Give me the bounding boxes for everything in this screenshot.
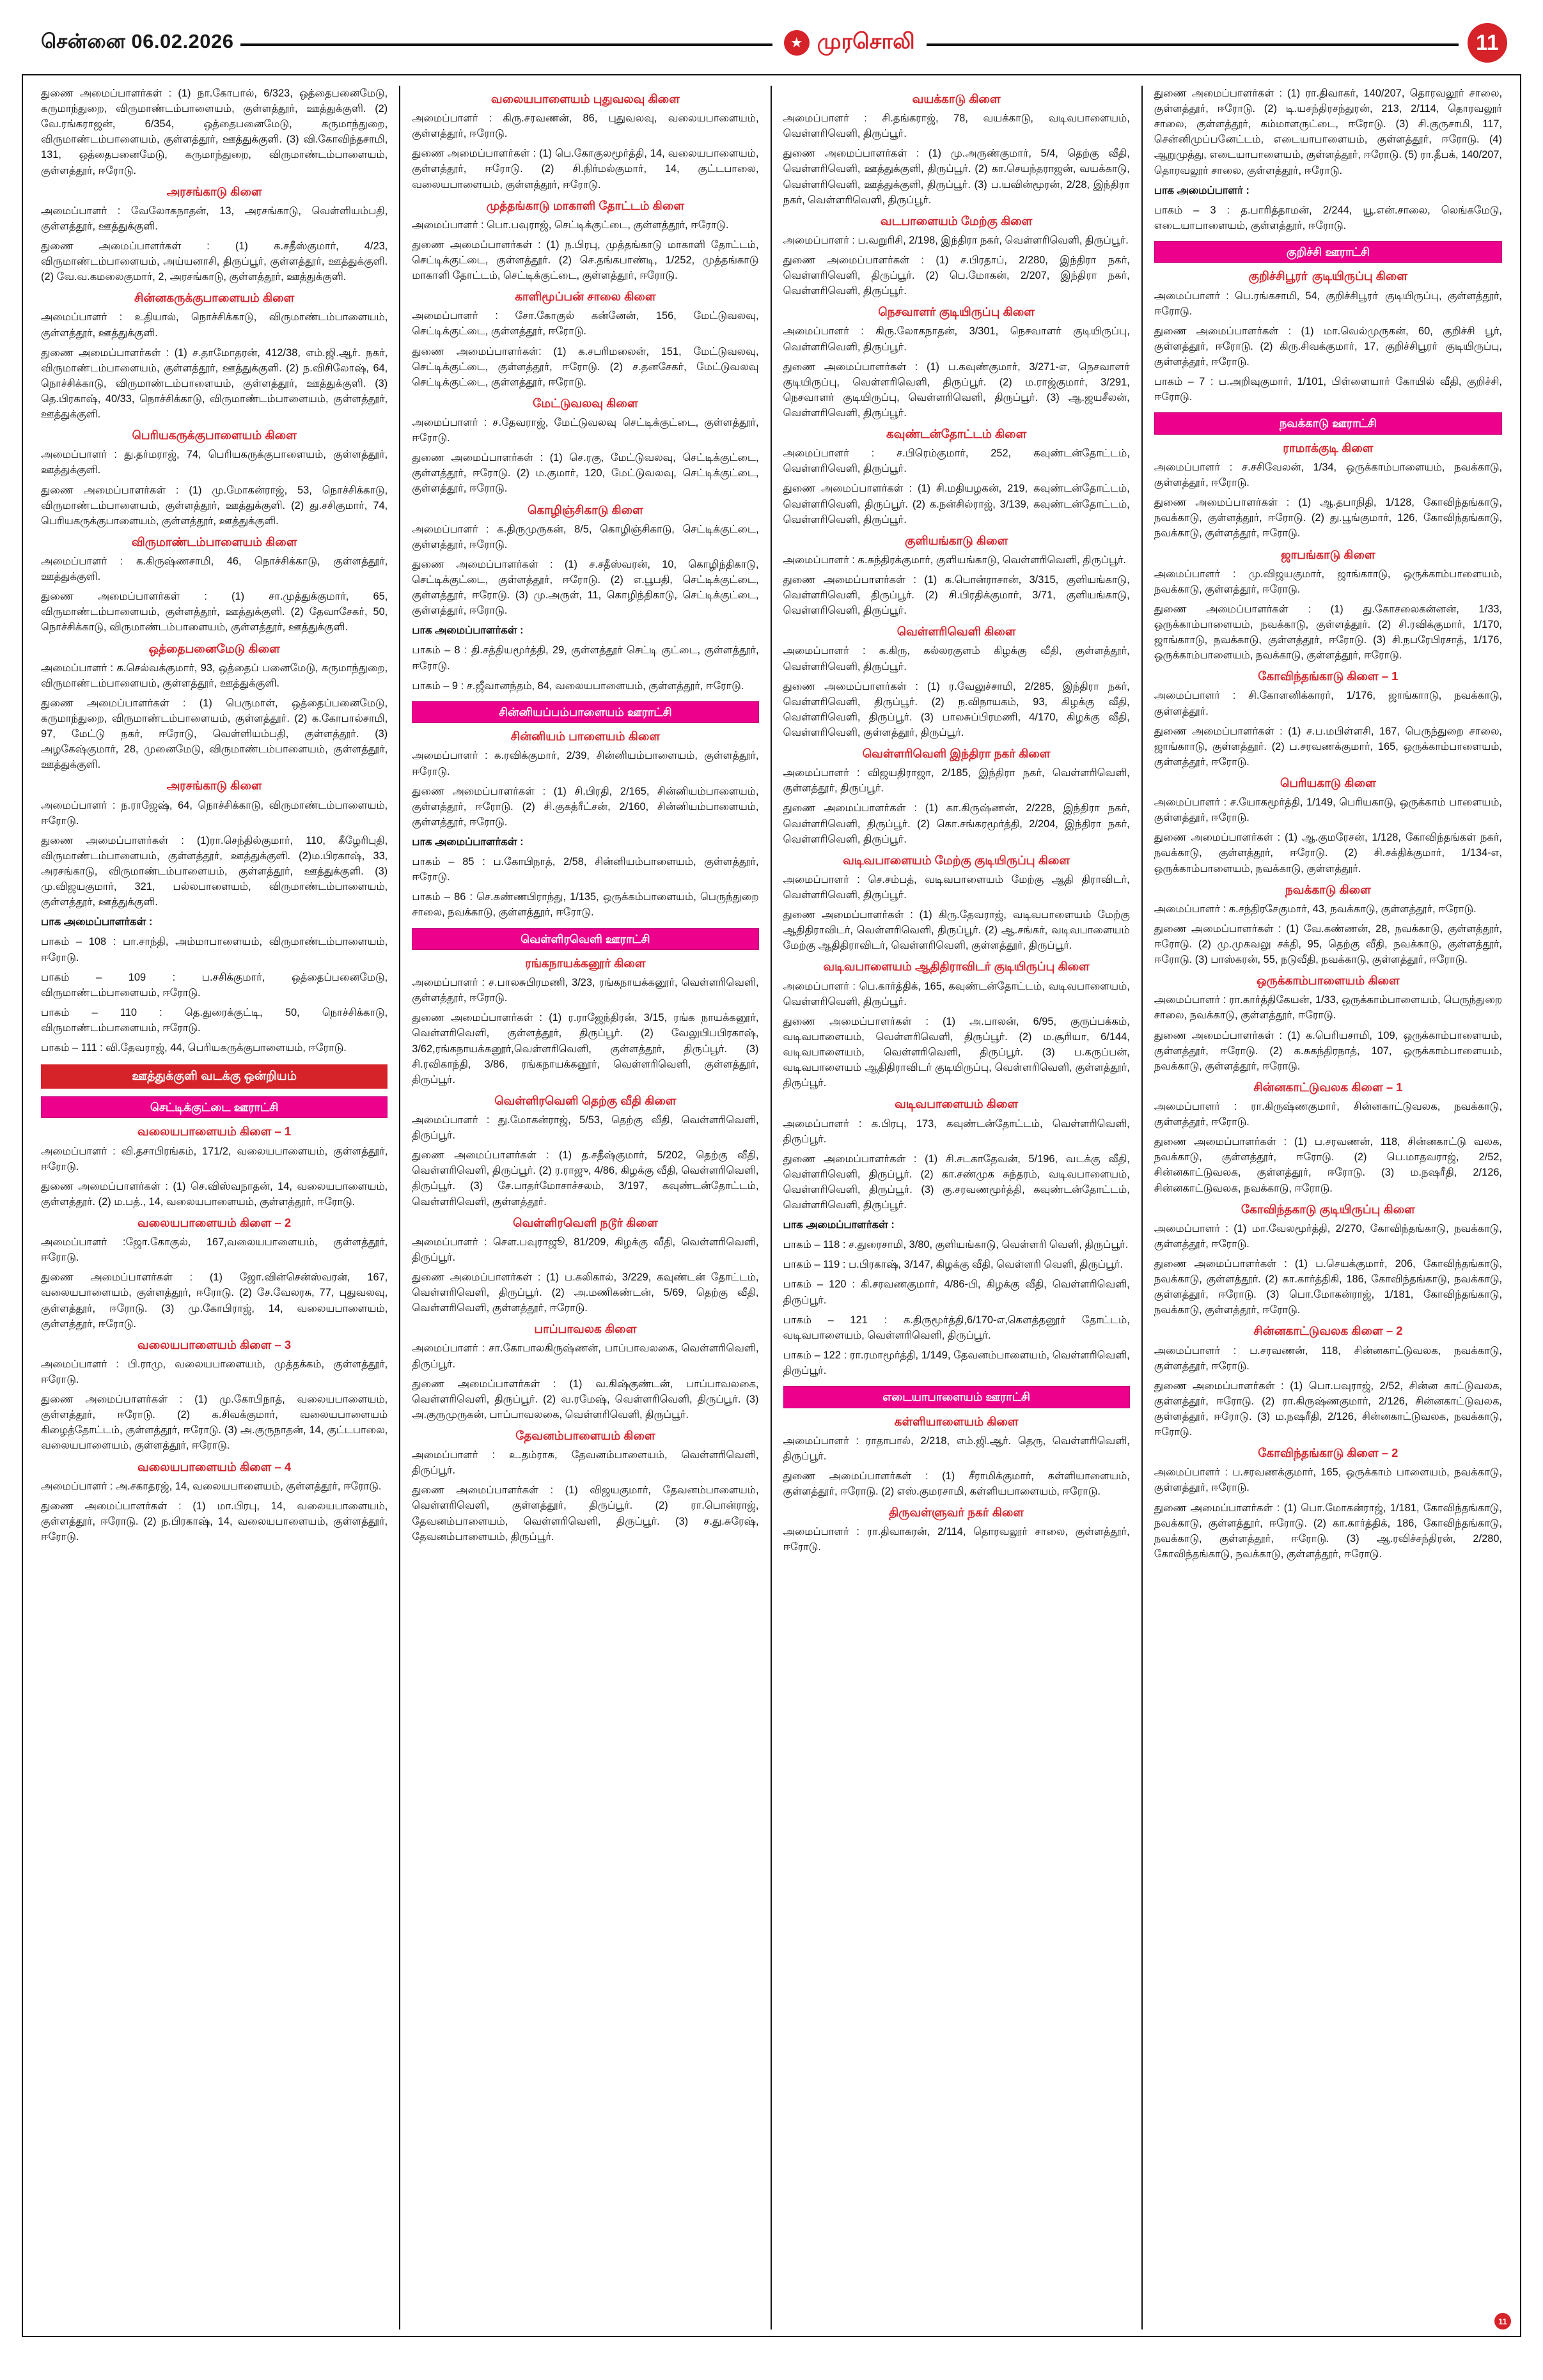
body-paragraph: அமைப்பாளர் : க.சுந்திரக்குமார், குளியங்காடு, வெள்ளரிவெளி, திருப்பூர். <box>783 554 1126 566</box>
body-paragraph: துணை அமைப்பாளர்கள் : (1) ச.பிரதாப், 2/280, இந்திரா நகர், வெள்ளரிவெளி, திருப்பூர். (2) பெ.மோகன், 2/207, இந்திரா நகர், வெள்ளரிவெளி, திருப்பூர். <box>783 254 1130 297</box>
body-paragraph: பாகம் – 119 : ப.பிரகாஷ், 3/147, கிழக்கு வீதி, வெள்ளரி வெளி, திருப்பூர். <box>783 1259 1123 1271</box>
body-paragraph: பாக அமைப்பாளர்கள் : <box>412 836 524 848</box>
body-paragraph: துணை அமைப்பாளர்கள் : (1) நா.கோபால், 6/323, ஒத்தைபனைமேடு, கருமாந்துறை, விருமாண்டம்பாளையம், குள்ளத்தூர், ஊத்துக்குளி. (2) வே.ரங்கராஜன், 6/354, ஒத்தைபனைமேடு, கருமாந்துறை, விருமாண்டம்பாளையம், குள்ளத்தூர், ஊத்துக்குளி. (3) வி.கோவிந்தசாமி, 131, ஒத்தைபனைமேடு, கருமாந்துறை, விருமாண்டம்பாளையம், குள்ளத்தூர், ஈரோடு. <box>41 88 388 176</box>
body-paragraph: துணை அமைப்பாளர்கள்: (1) க.சபரிமலைன், 151, மேட்டுவலவு, செட்டிக்குட்டை, குள்ளத்தூர், ஈரோடு. (2) ச.தனசேகர், மேட்டுவலவு செட்டிக்குட்டை, குள்ளத்தூர், ஈரோடு. <box>412 345 759 388</box>
body-paragraph: அமைப்பாளர் : பெ.கார்த்திக், 165, கவுண்டன்தோட்டம், வடிவபாளையம், வெள்ளரிவெளி, திருப்பூர். <box>783 980 1130 1007</box>
body-paragraph: அமைப்பாளர் : ச.பாலசுபிரமணி, 3/23, ரங்கநாயக்கனூர், வெள்ளரிவெளி, குள்ளத்தூர், ஈரோடு. <box>412 977 759 1004</box>
branch-heading: நவக்காடு கிளை <box>1285 882 1371 896</box>
branch-heading: வலையபாளையம் புதுவலவு கிளை <box>490 92 680 105</box>
body-paragraph: பாகம் – 120 : கி.சரவணகுமார், 4/86-பி, கிழக்கு வீதி, வெள்ளரிவெளி, திருப்பூர். <box>783 1279 1130 1306</box>
text-column-3 <box>772 86 1143 2329</box>
page-number-badge: 11 <box>1468 23 1507 63</box>
branch-heading: வலையபாளையம் கிளை – 3 <box>137 1337 292 1351</box>
body-paragraph: அமைப்பாளர் : ப.சரவணக்குமார், 165, ஒருக்காம் பாளையம், நவக்காடு, குள்ளத்தூர், ஈரோடு. <box>1154 1466 1502 1494</box>
body-paragraph: அமைப்பாளர் : க.கிரு, கல்லரகுளம் கிழக்கு வீதி, குள்ளத்தூர், வெள்ளரிவெளி, திருப்பூர். <box>783 645 1130 673</box>
body-paragraph: அமைப்பாளர் : விஜயதிராஜா, 2/185, இந்திரா நகர், வெள்ளரிவெளி, குள்ளத்தூர், திருப்பூர். <box>783 767 1130 795</box>
branch-heading: வெள்ளரிவெளி கிளை <box>897 625 1016 639</box>
body-paragraph: பாகம் – 85 : ப.கோபிநாத், 2/58, சின்னியம்பாளையம், குள்ளத்தூர், ஈரோடு. <box>412 856 759 883</box>
body-paragraph: பாகம் – 108 : பா.சாந்தி, அம்மாபாளையம், விருமாண்டம்பாளையம், ஈரோடு. <box>41 936 388 963</box>
body-paragraph: துணை அமைப்பாளர்கள் : (1) து.கோசலைகன்னன், 1/33, ஒருக்காம்பாளையம், நவக்காடு, குள்ளத்தூர். (2) சி.ரவிக்குமார், 1/170, ஜாங்காாடு, நவக்காடு, குள்ளத்தூர், ஈரோடு. (3) சி.நபரேபிரசாத், 1/176, ஒருக்காம்பாளையம், நவக்காடு, குள்ளத்தூர், ஈரோடு. <box>1154 603 1502 662</box>
body-paragraph: அமைப்பாளர் : மு.விஜயகுமார், ஜாங்காாடு, ஒருக்காம்பாளையம், நவக்காடு, குள்ளத்தூர், ஈரோடு. <box>1154 568 1502 595</box>
ward-heading: வெள்ளிரவெளி ஊராட்சி <box>412 928 758 951</box>
body-paragraph: அமைப்பாளர் : து.மோகன்ராஜ், 5/53, தெற்கு வீதி, வெள்ளரிவெளி, திருப்பூர். <box>412 1114 759 1142</box>
body-paragraph: பாகம் – 122 : ரா.ரமாமூர்த்தி, 1/149, தேவனம்பாளையம், வெள்ளரிவெளி, திருப்பூர். <box>783 1349 1130 1377</box>
body-paragraph: அமைப்பாளர் : சி.தங்கராஜ், 78, வயக்காடு, வடிவபாளையம், வெள்ளரிவெளி, திருப்பூர். <box>783 113 1130 140</box>
masthead-title: முரசொலி <box>817 29 915 54</box>
body-paragraph: அமைப்பாளர் : சி.கோளனிக்காரர், 1/176, ஜாங்காாடு, நவக்காடு, குள்ளத்தூர். <box>1154 690 1502 717</box>
body-paragraph: அமைப்பாளர் : க.சந்திரசேகுமார், 43, நவக்காடு, குள்ளத்தூர், ஈரோடு. <box>1154 903 1476 915</box>
branch-heading: வடிவபாளையம் கிளை <box>895 1097 1019 1111</box>
body-paragraph: பாகம் – 109 : ப.சசிக்குமார், ஒத்தைப்பனைமேடு, விருமாண்டம்பாளையம், ஈரோடு. <box>41 971 388 999</box>
body-paragraph: அமைப்பாளர் : ரா.திவாகரன், 2/114, தொரவலூர் சாலை, குள்ளத்தூர், ஈரோடு. <box>783 1526 1130 1553</box>
branch-heading: சின்னகாட்டுவலக கிளை – 2 <box>1253 1324 1403 1338</box>
body-paragraph: துணை அமைப்பாளர்கள் : (1) அ.பாலன், 6/95, குருப்பக்கம், வடிவபாளையம், வெள்ளரிவெளி, திருப்பூர். (2) ம.சூரியா, 6/144, வடிவபாளையம், வெள்ளரிவெளி, திருப்பூர். (3) ப.கருப்பன், வடிவபாளையம் ஆதிதிராவிடர் குடியிருப்பு, வெள்ளரிவெளி, குள்ளத்தூர், திருப்பூர். <box>783 1015 1130 1089</box>
text-column-2 <box>400 86 771 2329</box>
masthead <box>22 18 1521 68</box>
branch-heading: சின்னகருக்குபாளையம் கிளை <box>134 291 295 305</box>
branch-heading: வடிவபாளையம் ஆதிதிராவிடர் குடியிருப்பு கிளை <box>823 960 1090 974</box>
body-paragraph: அமைப்பாளர் : ச.பிரெம்குமார், 252, கவுண்டன்தோட்டம், வெள்ளரிவெளி, திருப்பூர். <box>783 447 1130 475</box>
body-paragraph: துணை அமைப்பாளர்கள் : (1) சி.பிரதி, 2/165, சின்னியம்பாளையம், குள்ளத்தூர், ஈரோடு. (2) சி.குகத்ரீட்சன், 2/160, சின்னியம்பாளையம், குள்ளத்தூர், ஈரோடு. <box>412 785 759 828</box>
body-paragraph: அமைப்பாளர் : வி.தசாபிரங்கம், 171/2, வலையபாளையம், குள்ளத்தூர், ஈரோடு. <box>41 1145 388 1172</box>
union-heading: ஊத்துக்குளி வடக்கு ஒன்றியம் <box>41 1064 388 1089</box>
masthead-logo-block <box>772 29 927 57</box>
ward-heading: செட்டிக்குட்டை ஊராட்சி <box>41 1096 388 1119</box>
body-paragraph: துணை அமைப்பாளர்கள் : (1) ச.தாமோதரன், 412/38, எம்.ஜி.ஆர். நகர், விருமாண்டம்பாளையம், குள்ளத்தூர், ஊத்துக்குளி. (2) ந.விசிலோஷ், 64, நொச்சிக்காடு, விருமாண்டம்பாளையம், குள்ளத்தூர், ஊத்துக்குளி. (3) தெ.பிரகாஷ், 40/33, நொச்சிக்காடு, விருமாண்டம்பாளையம், குள்ளத்தூர், ஊத்துக்குளி. <box>41 346 388 421</box>
masthead-page-number-block <box>1459 23 1507 63</box>
branch-heading: மேட்டுவலவு கிளை <box>533 396 638 410</box>
branch-heading: வடிவபாளையம் மேற்கு குடியிருப்பு கிளை <box>843 853 1070 867</box>
body-paragraph: துணை அமைப்பாளர்கள் : (1) சா.முத்துக்குமார், 65, விருமாண்டம்பாளையம், குள்ளத்தூர், ஊத்துக்குளி. (2) தேவாசேகர், 50, நொச்சிக்காடு, விருமாண்டம்பாளையம், குள்ளத்தூர், ஊத்துக்குளி. <box>41 591 388 634</box>
body-paragraph: அமைப்பாளர் : பி.ராமு, வலையபாளையம், முத்தக்கம், குள்ளத்தூர், ஈரோடு. <box>41 1358 388 1386</box>
body-paragraph: அமைப்பாளர் : ப.வறுரிசி, 2/198, இந்திரா நகர், வெள்ளரிவெளி, திருப்பூர். <box>783 234 1129 246</box>
body-paragraph: அமைப்பாளர் : பெ.ரங்கசாமி, 54, குறிச்சிபூரா் குடியிருப்பு, குள்ளத்தூர், ஈரோடு. <box>1154 290 1502 317</box>
body-paragraph: துணை அமைப்பாளர்கள் : (1) ஆ.தபாநிதி, 1/128, கோவிந்தங்காடு, நவக்காடு, குள்ளத்தூர், ஈரோடு. (2) து.பூங்குமார், 126, கோவிந்தங்காடு, நவக்காடு, குள்ளத்தூர், ஈரோடு. <box>1154 497 1502 540</box>
masthead-place-date: சென்னை 06.02.2026 <box>41 30 240 56</box>
body-paragraph: பாகம் – 110 : தெ.துரைக்குட்டி, 50, நொச்சிக்காடு, விருமாண்டம்பாளையம், ஈரோடு. <box>41 1006 388 1034</box>
branch-heading: வெள்ளரிவெளி இந்திரா நகர் கிளை <box>862 747 1051 761</box>
body-paragraph: பாகம் – 118 : ச.துரைசாமி, 3/80, குளியங்காடு, வெள்ளரி வெளி, திருப்பூர். <box>783 1239 1129 1251</box>
body-paragraph: அமைப்பாளர் : ராதாபால், 2/218, எம்.ஜி.ஆர். தெரு, வெள்ளரிவெளி, திருப்பூர். <box>783 1435 1130 1462</box>
body-paragraph: அமைப்பாளர் : ரா.கார்த்திகேயன், 1/33, ஒருக்காம்பாளையம், பெருந்துறை சாலை, நவக்காடு, குள்ளத்தூர், ஈரோடு. <box>1154 994 1502 1022</box>
body-paragraph: பாக அமைப்பாளர்கள் : <box>41 916 153 928</box>
branch-heading: பெரியகாடு கிளை <box>1280 776 1376 789</box>
branch-heading: கொழிஞ்சிகாடு கிளை <box>527 502 643 517</box>
body-paragraph: துணை அமைப்பாளர்கள் : (1) ர.வேலுச்சாமி, 2/285, இந்திரா நகர், வெள்ளரிவெளி, திருப்பூர். (2) ந.விநாயகம், 93, கிழக்கு வீதி, வெள்ளரிவெளி, திருப்பூர். (3) பாலசுப்பிரமணி, 4/170, கிழக்கு வீதி, வெள்ளரிவெளி, குள்ளத்தூர், திருப்பூர். <box>783 680 1130 739</box>
body-paragraph: துணை அமைப்பாளர்கள் : (1) ந.பிரபு, முத்தங்காடு மாகாளி தோட்டம், செட்டிக்குட்டை, குள்ளத்தூர். (2) செ.தங்கபாண்டி, 1/252, முத்தங்காடு மாகாளி தோட்டம், செட்டிக்குட்டை, குள்ளத்தூர், ஈரோடு. <box>412 238 759 282</box>
body-paragraph: அமைப்பாளர் : அ.சகாதரஜ், 14, வலையபாளையம், குள்ளத்தூர், ஈரோடு. <box>41 1480 382 1492</box>
body-paragraph: துணை அமைப்பாளர்கள் : (1) கா.கிருஷ்ணன், 2/228, இந்திரா நகர், வெள்ளரிவெளி, திருப்பூர். (2) கொ.சங்கரமூர்த்தி, 2/204, இந்திரா நகர், வெள்ளரிவெளி, திருப்பூர். <box>783 802 1130 845</box>
body-paragraph: துணை அமைப்பாளர்கள் : (1) கிரு.தேவராஜ், வடிவபாளையம் மேற்கு ஆதிதிராவிடர், வெள்ளரிவெளி, திருப்பூர். (2) ஆ.சங்கர், வடிவபாளையம் மேற்கு ஆதிதிராவிடர், வெள்ளரிவெளி, குள்ளத்தூர், திருப்பூர். <box>783 909 1130 952</box>
body-paragraph: பாகம் – 8 : தி.சத்தியமூர்த்தி, 29, குள்ளத்தூர் செட்டி குட்டை, குள்ளத்தூர், ஈரோடு. <box>412 644 759 672</box>
body-paragraph: அமைப்பாளர் : சௌ.பவுராஜூ, 81/209, கிழக்கு வீதி, வெள்ளரிவெளி, திருப்பூர். <box>412 1236 759 1263</box>
body-paragraph: துணை அமைப்பாளர்கள் : (1) சி.மதியழகன், 219, கவுண்டன்தோட்டம், வெள்ளரிவெளி, திருப்பூர். (2) க.நன்சில்ராஜ், 3/139, கவுண்டன்தோட்டம், வெள்ளரிவெளி, திருப்பூர். <box>783 483 1130 525</box>
body-paragraph: அமைப்பாளர் : ப.சரவணன், 118, சின்னகாட்டுவலக, நவக்காடு, குள்ளத்தூர், ஈரோடு. <box>1154 1344 1502 1372</box>
branch-heading: ரங்கநாயக்கனூர் கிளை <box>525 956 646 970</box>
branch-heading: வயக்காடு கிளை <box>912 92 1001 105</box>
branch-heading: கோவிந்தகாடு குடியிருப்பு கிளை <box>1241 1202 1415 1216</box>
body-paragraph: அமைப்பாளர் : வேலோகநாதன், 13, அரசங்காடு, வெள்ளியம்பதி, குள்ளத்தூர், ஊத்துக்குளி. <box>41 205 388 232</box>
body-paragraph: துணை அமைப்பாளர்கள் : (1) ப.கவுண்குமார், 3/271-எ, நெசவாளர் குடியிருப்பு, வெள்ளரிவெளி, திருப்பூர். (2) ம.ராஜ்குமார், 3/291, நெசவாளர் குடியிருப்பு, வெள்ளரிவெளி, திருப்பூர். (3) ஆ.ஜயசீலன், வெள்ளரிவெளி, திருப்பூர். <box>783 361 1130 419</box>
branch-heading: திருவள்ளுவர் நகர் கிளை <box>889 1505 1024 1520</box>
branch-heading: ஒருக்காம்பாளையம் கிளை <box>1257 974 1400 988</box>
body-paragraph: துணை அமைப்பாளர்கள் : (1) மு.கோபிநாத், வலையபாளையம், குள்ளத்தூர், ஈரோடு. (2) க.சிவக்குமார், வலையபாளையம் கிழைத்தோட்டம், குள்ளத்தூர், ஈரோடு. (3) அ.குருநாதன், 14, குட்டபாலை, வலையபாளையம், குள்ளத்தூர், ஈரோடு. <box>41 1394 388 1452</box>
body-paragraph: துணை அமைப்பாளர்கள் : (1) க.சதீஸ்குமார், 4/23, விருமாண்டம்பாளையம், அய்யனாசி, திருப்பூர், குள்ளத்தூர், ஊத்துக்குளி. (2) வே.வ.கமலைகுமார், 2, அரசங்காடு, குள்ளத்தூர், ஊத்துக்குளி. <box>41 240 388 283</box>
branch-heading: கள்ளியாளையம் கிளை <box>894 1414 1019 1428</box>
body-paragraph: துணை அமைப்பாளர்கள் : (1) மு.அருண்குமார், 5/4, தெற்கு வீதி, வெள்ளரிவெளி, ஊத்துக்குளி, திருப்பூர். (2) கா.செயந்தராஜன், வயக்காடு, வெள்ளரிவெளி, ஊத்துக்குளி, திருப்பூர். (3) ப.யவின்மூரன், 2/28, இந்திரா நகர், வெள்ளரிவெளி, திருப்பூர். <box>783 148 1130 206</box>
body-paragraph: துணை அமைப்பாளர்கள் : (1) ர.ராஜேந்திரன், 3/15, ரங்க நாயக்கனூர், வெள்ளரிவெளி, குள்ளத்தூர், திருப்பூர். (2) வேலுபிபபிரகாஷ், 3/62,ரங்கநாயக்கனூர்,வெள்ளரிவெளி, குள்ளத்தூர், திருப்பூர். (3) சி.ரவிகாந்தி, 3/86, ரங்கநாயக்கனூர், வெள்ளரிவெளி, குள்ளத்தூர், திருப்பூர். <box>412 1012 759 1085</box>
body-paragraph: துணை அமைப்பாளர்கள் : (1) வே.கண்ணன், 28, நவக்காடு, குள்ளத்தூர், ஈரோடு. (2) மு.முகவலு சக்தி, 95, தெற்கு வீதி, நவக்காடு, குள்ளத்தூர், ஈரோடு. (3) பாஸ்கரன், 55, நடுவீதி, நவக்காடு, குள்ளத்தூர், ஈரோடு. <box>1154 922 1502 966</box>
body-paragraph: துணை அமைப்பாளர்கள் : (1)ரா.செந்தில்குமார், 110, கீழேரிபுதி, விருமாண்டம்பாளையம், குள்ளத்தூர், ஊத்துக்குளி. (2)ம.பிரகாஷ், 33, அரசங்காடு, விருமாண்டம்பாளையம், குள்ளத்தூர், ஊத்துக்குளி. (3) மு.விஜயகுமார், 321, பல்லபாளையம், விருமாண்டம்பாளையம், குள்ளத்தூர், ஊத்துக்குளி. <box>41 834 388 908</box>
body-paragraph: துணை அமைப்பாளர்கள் : (1) சி.சடகாதேவன், 5/196, வடக்கு வீதி, வெள்ளரிவெளி, திருப்பூர். (2) கா.சண்முக சுந்தரம், வடிவபாளையம், வெள்ளரிவெளி, திருப்பூர். (3) கு.சரவணமூர்த்தி, கவுண்டன்தோட்டம், வெள்ளரிவெளி, திருப்பூர். <box>783 1153 1130 1211</box>
ward-heading: எடையாபாளையம் ஊராட்சி <box>783 1386 1130 1408</box>
branch-heading: ராமாக்குடி கிளை <box>1283 440 1374 455</box>
flame-emblem-icon: ★ <box>784 30 810 56</box>
ward-heading: நவக்காடு ஊராட்சி <box>1154 412 1502 435</box>
body-paragraph: அமைப்பாளர் : க.திருமுருகன், 8/5, கொழிஞ்சிகாடு, செட்டிக்குட்டை, குள்ளத்தூர், ஈரோடு. <box>412 523 759 550</box>
body-paragraph: பாகம் – 9 : ச.ஜீவானந்தம், 84, வலையபாளையம், குள்ளத்தூர், ஈரோடு. <box>412 680 744 692</box>
body-paragraph: பாக அமைப்பாளர் : <box>1154 184 1249 196</box>
branch-heading: பெரியகருக்குபாளையம் கிளை <box>132 428 297 442</box>
text-column-4 <box>1143 86 1514 2329</box>
branch-heading: கோவிந்தங்காடு கிளை – 2 <box>1258 1446 1398 1460</box>
body-paragraph: அமைப்பாளர் :ஜோ.கோகுல், 167,வலையபாளையம், குள்ளத்தூர், ஈரோடு. <box>41 1236 388 1264</box>
body-paragraph: அமைப்பாளர் : ச.சசிவேலன், 1/34, ஒருக்காம்பாளையம், நவக்காடு, குள்ளத்தூர், ஈரோடு. <box>1154 462 1502 489</box>
body-paragraph: அமைப்பாளர் : ரா.கிருஷ்ணகுமார், சின்னகாட்டுவலக, நவக்காடு, குள்ளத்தூர், ஈரோடு. <box>1154 1101 1502 1128</box>
branch-heading: ஜாபங்காடு கிளை <box>1281 547 1375 561</box>
ward-heading: குறிச்சி ஊராட்சி <box>1154 241 1502 263</box>
body-paragraph: பாகம் – 7 : ப.அறிவுகுமார், 1/101, பிள்ளையார் கோயில் வீதி, குறிச்சி, ஈரோடு. <box>1154 376 1502 403</box>
body-paragraph: துணை அமைப்பாளர்கள் : (1) ரா.திவாகர், 140/207, தொரவலூர் சாலை, குள்ளத்தூர், ஈரோடு. (2) டி.யசந்திரசந்துரன், 213, 2/114, தொரவலூர் சாலை, குள்ளத்தூர், கம்மாளருட்டை, ஈரோடு. (3) சி.குருசாமி, 117, சென்னிமுப்பனேட்டம், எடையாபாளையம், குள்ளத்தூர், ஈரோடு. (4) ஆறுமுத்து, எடையாபாளையம், குள்ளத்தூர், ஈரோடு. (5) ரா.தீபக், 140/207, தொரவலூர் சாலை, குள்ளத்தூர், ஈரோடு. <box>1154 88 1502 176</box>
body-paragraph: பாக அமைப்பாளர்கள் : <box>783 1219 895 1231</box>
body-paragraph: துணை அமைப்பாளர்கள் : (1) க.பொன்ராசான், 3/315, குளியங்காடு, வெள்ளரிவெளி, திருப்பூர். (2) சி.பிரதிக்குமார், 3/71, குளியங்காடு, வெள்ளரிவெளி, திருப்பூர். <box>783 574 1130 617</box>
body-paragraph: துணை அமைப்பாளர்கள் : (1) ப.கலிகால், 3/229, கவுண்டன் தோட்டம், வெள்ளரிவெளி, திருப்பூர். (2) அ.மணிகண்டன், 5/69, தெற்கு வீதி, வெள்ளரிவெளி, குள்ளத்தூர், ஈரோடு. <box>412 1272 759 1314</box>
body-paragraph: துணை அமைப்பாளர்கள் : (1) ச.சதீஸ்வரன், 10, கொழிந்திகாடு, செட்டிக்குட்டை, குள்ளத்தூர், ஈரோடு. (2) எ.பூபதி, செட்டிக்குட்டை, குள்ளத்தூர், ஈரோடு. (3) மு.அருள், 11, கொழிந்திகாடு, செட்டிக்குட்டை, குள்ளத்தூர், ஈரோடு. <box>412 558 759 617</box>
branch-heading: குளியங்காடு கிளை <box>904 533 1008 547</box>
column-grid <box>29 86 1514 2329</box>
body-paragraph: அமைப்பாளர் : (1) மா.வேலமூர்த்தி, 2/270, கோவிந்தங்காடு, நவக்காடு, குள்ளத்தூர், ஈரோடு. <box>1154 1222 1502 1250</box>
branch-heading: கோவிந்தங்காடு கிளை – 1 <box>1258 669 1398 683</box>
body-paragraph: அமைப்பாளர் : க.கிருஷ்ணசாமி, 46, நொச்சிக்காடு, குள்ளத்தூர், ஊத்துக்குளி. <box>41 556 388 583</box>
branch-heading: முத்தங்காடு மாகாளி தோட்டம் கிளை <box>486 198 685 212</box>
branch-heading: குறிச்சிபூரா் குடியிருப்பு கிளை <box>1248 269 1408 283</box>
body-paragraph: அமைப்பாளர் : சோ.கோகுல் கன்னேன், 156, மேட்டுவலவு, செட்டிக்குட்டை, குள்ளத்தூர், ஈரோடு. <box>412 310 759 338</box>
text-column-1 <box>29 86 400 2329</box>
branch-heading: காளிமூப்பன் சாலை கிளை <box>515 290 656 304</box>
body-paragraph: அமைப்பாளர் : ந.ராஜேஷ், 64, நொச்சிக்காடு, விருமாண்டம்பாளையம், ஈரோடு. <box>41 799 388 827</box>
body-paragraph: அமைப்பாளர் : கிரு.லோகநாதன், 3/301, நெசவாளர் குடியிருப்பு, வெள்ளரிவெளி, திருப்பூர். <box>783 325 1130 353</box>
body-paragraph: அமைப்பாளர் : பொ.பவுராஜ், செட்டிக்குட்டை, குள்ளத்தூர், ஈரோடு. <box>412 219 729 231</box>
corner-page-number: 11 <box>1494 2313 1511 2329</box>
body-paragraph: துணை அமைப்பாளர்கள் : (1) பெருமாள், ஒத்தைப்பனைமேடு, கருமாந்துறை, விருமாண்டம்பாளையம், குள்ளத்தூர். (2) க.கோபால்சாமி, 97, மேட்டு நகர், ஈரோடு, வெள்ளியம்பதி, குள்ளத்தூர். (3) அழகேஷ்குமார், 28, முனைமேடு, விருமாண்டம்பாளையம், குள்ளத்தூர், ஊத்துக்குளி. <box>41 697 388 771</box>
branch-heading: சின்னகாட்டுவலக கிளை – 1 <box>1253 1080 1403 1094</box>
branch-heading: கவுண்டன்தோட்டம் கிளை <box>886 427 1027 441</box>
body-paragraph: துணை அமைப்பாளர்கள் : (1) ஆ.குமரேசன், 1/128, கோவிந்தங்கள் நகர், நவக்காடு, குள்ளத்தூர், ஈரோடு. (2) சி.சக்திக்குமார், 1/134-எ, ஒருக்காம்பாளையம், நவக்காடு, குள்ளத்தூர். <box>1154 832 1502 875</box>
body-paragraph: துணை அமைப்பாளர்கள் : (1) வ.கிஷ்குண்டன், பாப்பாவலகை, வெள்ளரிவெளி, திருப்பூர். (2) வ.ரமேஷ், வெள்ளரிவெளி, திருப்பூர். (3) அ.குருமுருகன், பாப்பாவலகை, வெள்ளரிவெளி, திருப்பூர். <box>412 1378 759 1420</box>
branch-heading: விருமாண்டம்பாளையம் கிளை <box>131 534 297 548</box>
branch-heading: வலையபாளையம் கிளை – 2 <box>137 1216 292 1230</box>
body-paragraph: துணை அமைப்பாளர்கள் : (1) ப.சரவணன், 118, சின்னகாட்டு வலக, நவக்காடு, குள்ளத்தூர், ஈரோடு. (2) பெ.மாதவராஜ், 2/52, சின்னகாட்டுவலக, குள்ளத்தூர், ஈரோடு. (3) ம.நஷரீதி, 2/126, சின்னகாட்டுவலக, நவக்காடு, ஈரோடு. <box>1154 1136 1502 1194</box>
branch-heading: நெசவாளர் குடியிருப்பு கிளை <box>878 305 1035 319</box>
body-paragraph: துணை அமைப்பாளர்கள் : (1) மா.பிரபு, 14, வலையபாளையம், குள்ளத்தூர், ஈரோடு. (2) ந.பிரகாஷ், 14, வலையபாளையம், குள்ளத்தூர், ஈரோடு. <box>41 1500 388 1543</box>
branch-heading: சின்னியம் பாளையம் கிளை <box>510 729 661 743</box>
body-paragraph: துணை அமைப்பாளர்கள் : (1) பொ.மோகன்ராஜ், 1/181, கோவிந்தங்காடு, நவக்காடு, குள்ளத்தூர், ஈரோடு. (2) கா.கார்த்திக், 186, கோவிந்தங்காடு, நவக்காடு, குள்ளத்தூர், ஈரோடு. (3) ஆ.ரவிச்சந்திரன், 2/280, கோவிந்தங்காடு, நவக்காடு, குள்ளத்தூர், ஈரோடு. <box>1154 1502 1502 1560</box>
body-paragraph: பாகம் – 121 : க.திருமூர்த்தி,6/170-எ,கௌத்தனூர் தோட்டம், வடிவபாளையம், வெள்ளரிவெளி, திருப்பூர். <box>783 1314 1130 1341</box>
content-frame <box>22 74 1521 2337</box>
ward-heading: சின்னியப்பம்பாளையம் ஊராட்சி <box>412 701 758 724</box>
body-paragraph: அமைப்பாளர் : க.ரவிக்குமார், 2/39, சின்னியம்பாளையம், குள்ளத்தூர், ஈரோடு. <box>412 750 759 777</box>
body-paragraph: அமைப்பாளர் : சா.கோபாலகிருஷ்ணன், பாப்பாவலகை, வெள்ளரிவெளி, திருப்பூர். <box>412 1342 759 1370</box>
branch-heading: தேவனம்பாளையம் கிளை <box>515 1429 655 1443</box>
body-paragraph: துணை அமைப்பாளர்கள் : (1) த.சதீஷ்குமார், 5/202, தெற்கு வீதி, வெள்ளரிவெளி, திருப்பூர். (2) ர.ராஜு, 4/86, கிழக்கு வீதி, வெள்ளரிவெளி, திருப்பூர். (3) சே.பாதர்மோசாச்சலம், 3/197, கவுண்டன்தோட்டம், வெள்ளரிவெளி, குள்ளத்தூர். <box>412 1149 759 1208</box>
body-paragraph: அமைப்பாளர் : கிரு.சரவணன், 86, புதுவலவு, வலையபாளையம், குள்ளத்தூர், ஈரோடு. <box>412 113 759 140</box>
body-paragraph: அமைப்பாளர் : செ.சம்பத், வடிவபாளையம் மேற்கு ஆதி திராவிடர், வெள்ளரிவெளி, திருப்பூர். <box>783 873 1130 901</box>
body-paragraph: அமைப்பாளர் : து.தர்மராஜ், 74, பெரியகருக்குபாளையம், குள்ளத்தூர், ஊத்துக்குளி. <box>41 449 388 476</box>
body-paragraph: துணை அமைப்பாளர்கள் : (1) ஜோ.வின்சென்ஸ்வரன், 167, வலையபாளையம், குள்ளத்தூர், ஈரோடு. (2) சே.வேலரசு, 77, புதுவலவு, குள்ளத்தூர், ஈரோடு. (3) மு.கோபிராஜ், 14, வலையபாளையம், குள்ளத்தூர், ஈரோடு. <box>41 1272 388 1330</box>
body-paragraph: துணை அமைப்பாளர்கள் : (1) விஜயகுமார், தேவனம்பாளையம், வெள்ளரிவெளி, குள்ளத்தூர், திருப்பூர். (2) ரா.பொன்ராஜ், தேவனம்பாளையம், வெள்ளரிவெளி, திருப்பூர். (3) ச.து.சுரேஷ், தேவனம்பாளையம், திருப்பூர். <box>412 1484 759 1543</box>
body-paragraph: பாகம் – 111 : வி.தேவராஜ், 44, பெரியகருக்குபாளையம், ஈரோடு. <box>41 1042 347 1054</box>
branch-heading: அரசங்காடு கிளை <box>166 779 262 793</box>
body-paragraph: துணை அமைப்பாளர்கள் : (1) பெ.கோகுலமூர்த்தி, 14, வலையபாளையம், குள்ளத்தூர், ஈரோடு. (2) சி.நிர்மல்குமார், 14, குட்டபாலை, வலையபாளையம், குள்ளத்தூர், ஈரோடு. <box>412 148 759 191</box>
body-paragraph: அமைப்பாளர் : க.செல்வக்குமார், 93, ஒத்தைப் பனைமேடு, கருமாந்துறை, விருமாண்டம்பாளையம், குள்ளத்தூர், ஊத்துக்குளி. <box>41 662 388 689</box>
body-paragraph: அமைப்பாளர் : ச.தேவராஜ், மேட்டுவலவு செட்டிக்குட்டை, குள்ளத்தூர், ஈரோடு. <box>412 417 759 444</box>
body-paragraph: பாகம் – 3 : த.பாரித்தாமன், 2/244, யூ.என்.சாலை, லெங்கமேடு, எடையாபாளையம், குள்ளத்தூர், ஈரோடு. <box>1154 204 1502 231</box>
body-paragraph: துணை அமைப்பாளர்கள் : (1) க.பெரியசாமி, 109, ஒருக்காம்பாளையம், குள்ளத்தூர், ஈரோடு. (2) க.சுகந்திரநாத், 107, ஒருக்காம்பாளையம், நவக்காடு, குள்ளத்தூர், ஈரோடு. <box>1154 1029 1502 1072</box>
body-paragraph: துணை அமைப்பாளர்கள் : (1) பொ.பவுராஜ், 2/52, சின்ன காட்டுவலக, குள்ளத்தூர், ஈரோடு. (2) ரா.கிருஷ்ணகுமார், 2/126, சின்னகாட்டுவலக, குள்ளத்தூர், ஈரோடு. (3) ம.நஷரீதி, 2/126, சின்னகாட்டுவலக, நவக்காடு, ஈரோடு. <box>1154 1380 1502 1438</box>
body-paragraph: துணை அமைப்பாளர்கள் : (1) மா.வெல்முருகன், 60, குறிச்சி பூர், குள்ளத்தூர், ஈரோடு. (2) கிரு.சிவக்குமார், 17, குறிச்சிபூரா் குடியிருப்பு, குள்ளத்தூர், ஈரோடு. <box>1154 325 1502 368</box>
body-paragraph: பாகம் – 86 : செ.கண்ணபிராந்து, 1/135, ஒருக்கம்பாளையம், பெருந்துறை சாலை, நவக்காடு, குள்ளத்தூர், ஈரோடு. <box>412 891 759 919</box>
body-paragraph: துணை அமைப்பாளர்கள் : (1) ப.செயக்குமார், 206, கோவிந்தங்காடு, நவக்காடு, குள்ளத்தூர். (2) கா.கார்த்திகி, 186, கோவிந்தங்காடு, நவக்காடு, குள்ளத்தூர், ஈரோடு. (3) பொ.மோகன்ராஜ், 1/181, கோவிந்தங்காடு, நவக்காடு, குள்ளத்தூர், ஈரோடு. <box>1154 1258 1502 1316</box>
branch-heading: வலையபாளையம் கிளை – 4 <box>137 1459 292 1474</box>
body-paragraph: துணை அமைப்பாளர்கள் : (1) மு.மோகன்ராஜ், 53, நொச்சிக்காடு, விருமாண்டம்பாளையம், குள்ளத்தூர், ஊத்துக்குளி. (2) து.சசிகுமார், 74, பெரியகருக்குபாளையம், குள்ளத்தூர், ஊத்துக்குளி. <box>41 484 388 527</box>
branch-heading: அரசங்காடு கிளை <box>166 184 262 198</box>
body-paragraph: அமைப்பாளர் : க.பிரபு, 173, கவுண்டன்தோட்டம், வெள்ளரிவெளி, திருப்பூர். <box>783 1117 1130 1145</box>
branch-heading: வெள்ளிரவெளி நடூர் கிளை <box>513 1215 658 1229</box>
body-paragraph: துணை அமைப்பாளர்கள் : (1) செ.ரகு, மேட்டுவலவு, செட்டிக்குட்டை, குள்ளத்தூர், ஈரோடு. (2) ம.குமார், 120, மேட்டுவலவு, செட்டிக்குட்டை, குள்ளத்தூர், ஈரோடு. <box>412 452 759 495</box>
body-paragraph: துணை அமைப்பாளர்கள் : (1) சீராமிக்குமார், கள்ளியாளையம், குள்ளத்தூர், ஈரோடு. (2) எஸ்.குமரசாமி, கள்ளியபாளையம், ஈரோடு. <box>783 1470 1130 1498</box>
body-paragraph: பாக அமைப்பாளர்கள் : <box>412 625 524 637</box>
branch-heading: வலையபாளையம் கிளை – 1 <box>137 1124 292 1139</box>
body-paragraph: துணை அமைப்பாளர்கள் : (1) செ.விஸ்வநாதன், 14, வலையபாளையம், குள்ளத்தூர். (2) ம.பத்., 14, வலையபாளையம், குள்ளத்தூர், ஈரோடு. <box>41 1180 388 1208</box>
branch-heading: வடபாளையம் மேற்கு கிளை <box>880 214 1033 228</box>
body-paragraph: அமைப்பாளர் : ச.யோகமூர்த்தி, 1/149, பெரியகாடு, ஒருக்காம் பாளையம், குள்ளத்தூர், ஈரோடு. <box>1154 797 1502 824</box>
body-paragraph: அமைப்பாளர் : உ.தம்ராசு, தேவனம்பாளையம், வெள்ளரிவெளி, திருப்பூர். <box>412 1449 759 1477</box>
branch-heading: பாப்பாவலக கிளை <box>534 1322 637 1336</box>
body-paragraph: அமைப்பாளர் : உதியால், நொச்சிக்காடு, விருமாண்டம்பாளையம், குள்ளத்தூர், ஊத்துக்குளி. <box>41 311 388 339</box>
body-paragraph: துணை அமைப்பாளர்கள் : (1) ச.ப.மபிள்ளசி, 167, பெருந்துறை சாலை, ஜாங்காாடு, குள்ளத்தூர். (2) ப.சரவணக்குமார், 165, ஒருக்காம்பாளையம், குள்ளத்தூர், ஈரோடு. <box>1154 725 1502 768</box>
branch-heading: ஒத்தைபனைமேடு கிளை <box>148 641 280 655</box>
branch-heading: வெள்ளிரவெளி தெற்கு வீதி கிளை <box>494 1093 677 1107</box>
